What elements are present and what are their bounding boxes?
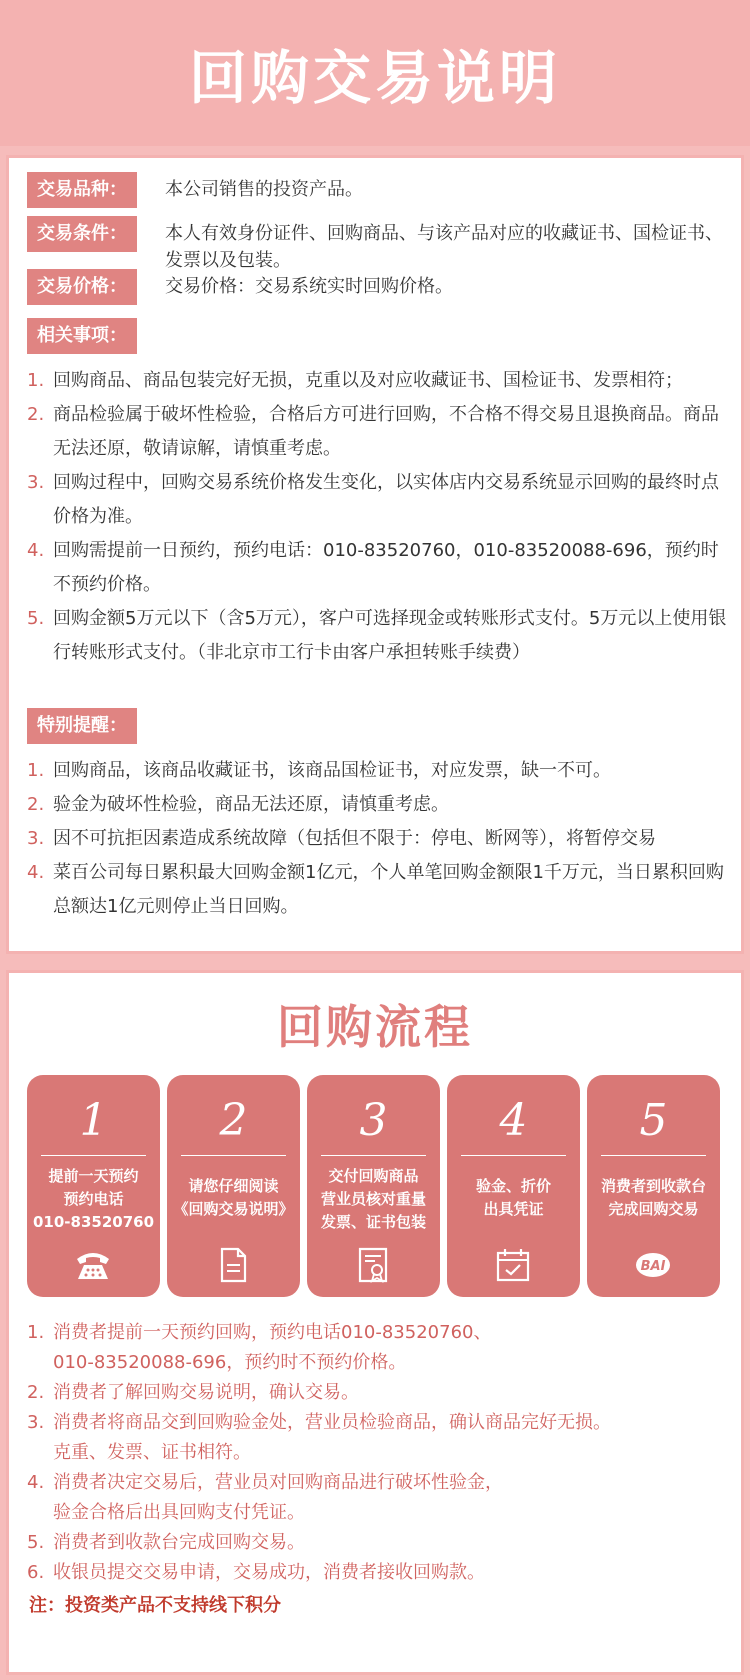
info-row-variety (27, 172, 725, 208)
special-heading (27, 708, 137, 744)
flow-card (307, 1075, 440, 1297)
step-item: 2. 消费者了解回购交易说明，确认交易。 (27, 1382, 359, 1403)
section-label: 相关事项： (27, 318, 137, 354)
card-divider (461, 1155, 566, 1156)
section-label: 特别提醒： (27, 708, 137, 744)
flow-card (27, 1075, 160, 1297)
card-text: 交付回购商品 营业员核对重量 发票、证书包装 (320, 1167, 426, 1231)
flow-card (167, 1075, 300, 1297)
list-item: 3. 回购过程中，回购交易系统价格发生变化，以实体店内交易系统显示回购的最终时点价格为准。 (27, 472, 719, 527)
card-divider (601, 1155, 706, 1156)
info-label: 交易品种： (27, 172, 137, 208)
card-number: 5 (639, 1095, 668, 1146)
info-panel (6, 155, 744, 954)
flow-panel (6, 970, 744, 1675)
step-item: 1. 消费者提前一天预约回购，预约电话010-83520760、 010-83520088-696，预约时不预约价格。 (27, 1322, 492, 1373)
info-row-conditions (27, 216, 725, 274)
info-label: 交易条件： (27, 216, 137, 252)
step-item: 6. 收银员提交交易申请，交易成功，消费者接收回购款。 (27, 1562, 485, 1583)
flow-title: 回购流程 (277, 1000, 473, 1054)
related-list (27, 364, 727, 670)
page-title: 回购交易说明 (188, 44, 561, 112)
list-item: 2. 商品检验属于破坏性检验，合格后方可进行回购，不合格不得交易且退换商品。商品无法还原，敬请谅解，请慎重考虑。 (27, 404, 719, 459)
info-label: 交易价格： (27, 269, 137, 305)
special-list (27, 754, 727, 924)
telephone-icon (73, 1245, 113, 1285)
card-number: 4 (499, 1095, 528, 1146)
document-icon (213, 1245, 253, 1285)
card-divider (181, 1155, 286, 1156)
card-number: 3 (359, 1095, 388, 1146)
card-number: 1 (79, 1095, 108, 1146)
list-item: 4. 回购需提前一日预约，预约电话：010-83520760，010-83520088-696，预约时不预约价格。 (27, 540, 719, 595)
card-number: 2 (219, 1095, 248, 1146)
related-heading (27, 318, 137, 354)
list-item: 3. 因不可抗拒因素造成系统故障（包括但不限于：停电、断网等），将暂停交易 (27, 828, 656, 849)
flow-card (587, 1075, 720, 1297)
card-text: 提前一天预约 预约电话 010-83520760 (32, 1167, 155, 1231)
svg-text:BAI: BAI (640, 1259, 666, 1274)
footnote: 注：投资类产品不支持线下积分 (29, 1595, 281, 1616)
list-item: 1. 回购商品、商品包装完好无损，克重以及对应收藏证书、国检证书、发票相符； (27, 370, 683, 391)
bai-logo-icon (633, 1245, 673, 1285)
card-text: 消费者到收款台 完成回购交易 (600, 1177, 706, 1218)
step-item: 3. 消费者将商品交到回购验金处，营业员检验商品，确认商品完好无损。 克重、发票、证书相符。 (27, 1412, 611, 1463)
info-text: 本人有效身份证件、回购商品、与该产品对应的收藏证书、国检证书、发票以及包装。 (165, 223, 723, 271)
card-divider (321, 1155, 426, 1156)
list-item: 4. 菜百公司每日累积最大回购金额1亿元，个人单笔回购金额限1千万元，当日累积回购总额达1亿元则停止当日回购。 (27, 862, 724, 917)
card-text: 请您仔细阅读 《回购交易说明》 (173, 1177, 294, 1218)
flow-cards (27, 1075, 720, 1297)
flow-steps (27, 1318, 727, 1588)
list-item: 5. 回购金额5万元以下（含5万元），客户可选择现金或转账形式支付。5万元以上使用银行转账形式支付。（非北京市工行卡由客户承担转账手续费） (27, 608, 727, 663)
step-item: 5. 消费者到收款台完成回购交易。 (27, 1532, 305, 1553)
card-text: 验金、折价 出具凭证 (475, 1177, 551, 1218)
flow-card (447, 1075, 580, 1297)
list-item: 1. 回购商品，该商品收藏证书，该商品国检证书，对应发票，缺一不可。 (27, 760, 611, 781)
calendar-check-icon (493, 1245, 533, 1285)
list-item: 2. 验金为破坏性检验，商品无法还原，请慎重考虑。 (27, 794, 449, 815)
info-text: 交易价格：交易系统实时回购价格。 (165, 276, 453, 297)
info-row-price (27, 269, 725, 305)
certificate-icon (353, 1245, 393, 1285)
header-banner (0, 0, 750, 146)
card-divider (41, 1155, 146, 1156)
step-item: 4. 消费者决定交易后，营业员对回购商品进行破坏性验金， 验金合格后出具回购支付凭证。 (27, 1472, 503, 1523)
info-text: 本公司销售的投资产品。 (165, 179, 363, 200)
